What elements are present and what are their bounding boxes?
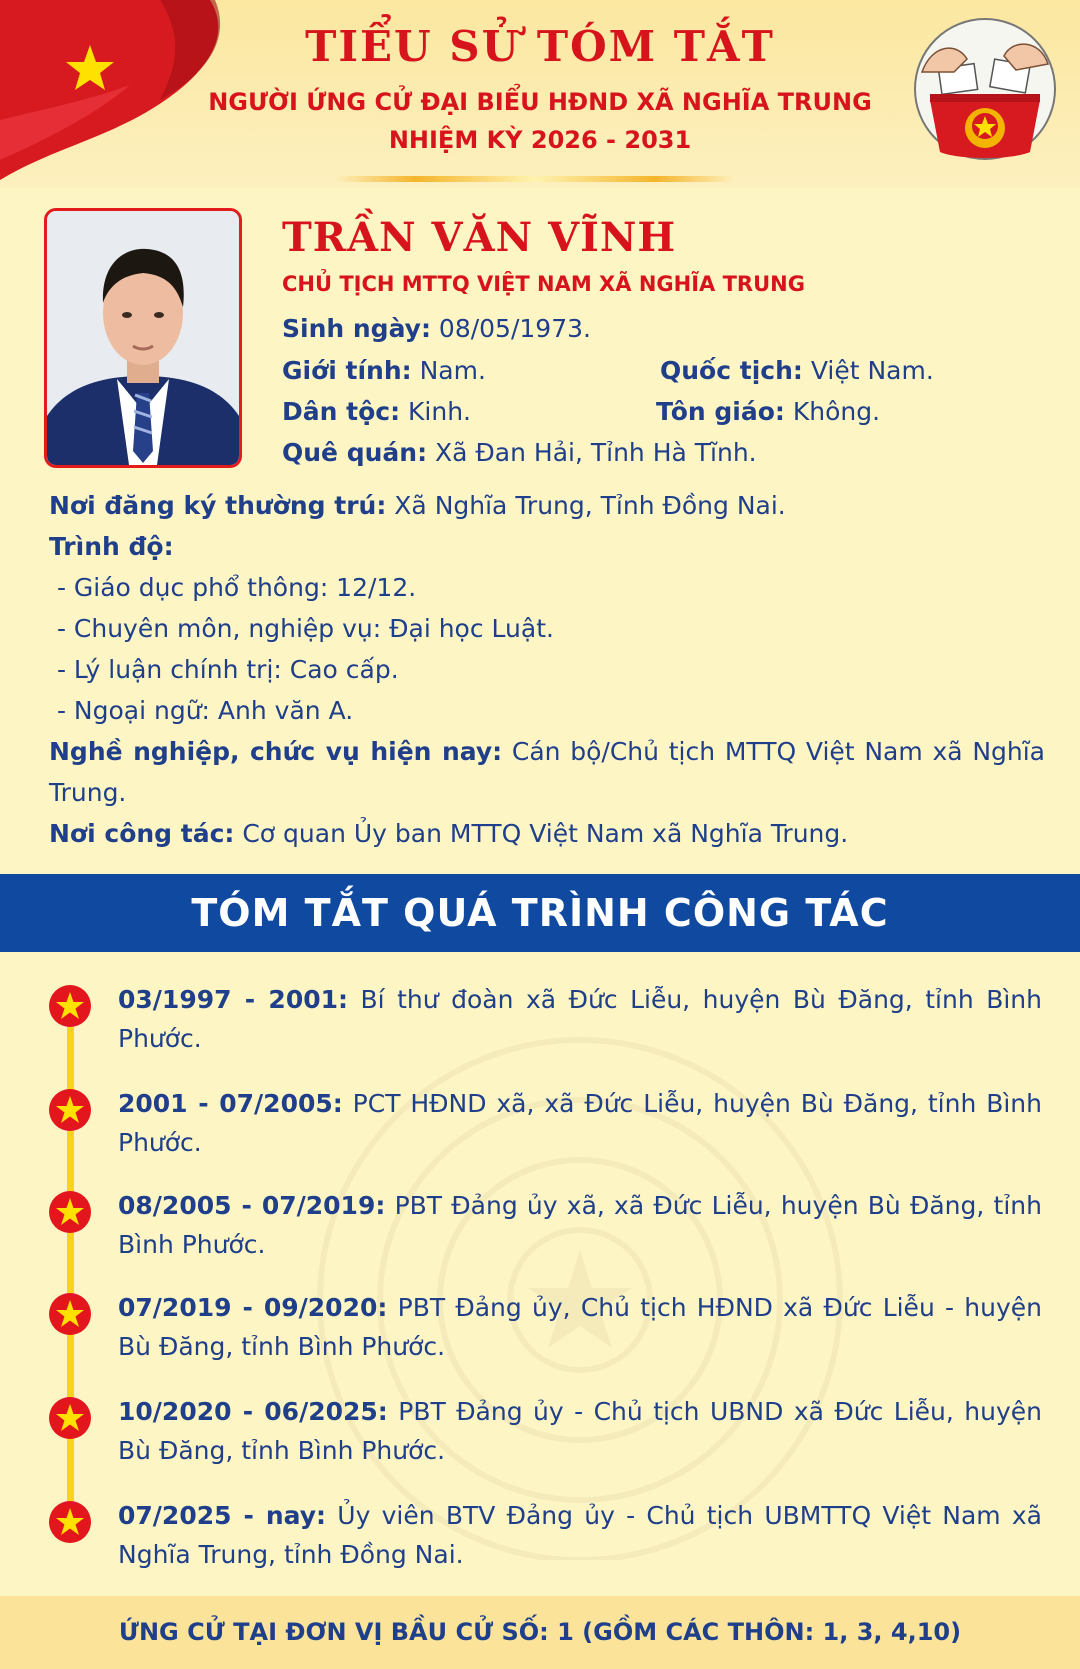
education-item: - Chuyên môn, nghiệp vụ: Đại học Luật. bbox=[49, 614, 554, 643]
timeline-period: 2001 - 07/2005: bbox=[118, 1089, 343, 1118]
birth-label: Sinh ngày: bbox=[282, 314, 431, 343]
workplace-label: Nơi công tác: bbox=[49, 819, 235, 848]
residence-label: Nơi đăng ký thường trú: bbox=[49, 491, 387, 520]
timeline-desc: PCT HĐND xã, xã Đức Liễu, huyện Bù Đăng, tỉnh Bình Phước. bbox=[118, 1089, 1042, 1157]
timeline-period: 07/2019 - 09/2020: bbox=[118, 1293, 388, 1322]
career-section-title: TÓM TẮT QUÁ TRÌNH CÔNG TÁC bbox=[0, 874, 1080, 952]
star-bullet-icon bbox=[48, 1190, 92, 1234]
header-divider bbox=[335, 176, 735, 182]
religion-row bbox=[656, 397, 880, 427]
gender-label: Giới tính: bbox=[282, 356, 412, 385]
residence-value: Xã Nghĩa Trung, Tỉnh Đồng Nai. bbox=[386, 491, 786, 520]
term-subtitle: NHIỆM KỲ 2026 - 2031 bbox=[388, 126, 692, 154]
star-bullet-icon bbox=[48, 1088, 92, 1132]
timeline-period: 07/2025 - nay: bbox=[118, 1501, 327, 1530]
timeline-item bbox=[118, 1392, 1042, 1470]
ethnicity-row bbox=[282, 397, 471, 427]
birth-row bbox=[282, 314, 591, 344]
timeline-desc: PBT Đảng ủy xã, xã Đức Liễu, huyện Bù Đăng, tỉnh Bình Phước. bbox=[118, 1191, 1042, 1259]
electoral-unit-footer: ỨNG CỬ TẠI ĐƠN VỊ BẦU CỬ SỐ: 1 (GỒM CÁC THÔN: 1, 3, 4,10) bbox=[0, 1596, 1080, 1669]
timeline-desc: PBT Đảng ủy - Chủ tịch UBND xã Đức Liễu, huyện Bù Đăng, tỉnh Bình Phước. bbox=[118, 1397, 1042, 1465]
education-item: - Ngoại ngữ: Anh văn A. bbox=[49, 696, 354, 725]
nationality-row bbox=[660, 356, 934, 386]
religion-label: Tôn giáo: bbox=[656, 397, 785, 426]
timeline-item bbox=[118, 1288, 1042, 1366]
timeline-item bbox=[118, 980, 1042, 1058]
star-bullet-icon bbox=[48, 1396, 92, 1440]
hometown-row bbox=[282, 438, 757, 468]
star-bullet-icon bbox=[48, 1500, 92, 1544]
hometown-value: Xã Đan Hải, Tỉnh Hà Tĩnh. bbox=[427, 438, 757, 467]
candidate-photo bbox=[44, 208, 242, 468]
workplace-value: Cơ quan Ủy ban MTTQ Việt Nam xã Nghĩa Trung. bbox=[234, 819, 849, 848]
education-item: - Giáo dục phổ thông: 12/12. bbox=[49, 573, 417, 602]
ethnicity-value: Kinh. bbox=[400, 397, 472, 426]
page-title: TIỂU SỬ TÓM TẮT bbox=[305, 22, 775, 71]
education-label: Trình độ: bbox=[49, 532, 174, 561]
timeline-period: 03/1997 - 2001: bbox=[118, 985, 348, 1014]
portrait-icon bbox=[47, 211, 239, 465]
star-bullet-icon bbox=[48, 1292, 92, 1336]
timeline-line bbox=[67, 1004, 74, 1534]
timeline-period: 08/2005 - 07/2019: bbox=[118, 1191, 386, 1220]
nationality-value: Việt Nam. bbox=[802, 356, 934, 385]
hometown-label: Quê quán: bbox=[282, 438, 428, 467]
education-item: - Lý luận chính trị: Cao cấp. bbox=[49, 655, 399, 684]
star-bullet-icon bbox=[48, 984, 92, 1028]
workplace-row bbox=[49, 813, 1045, 854]
timeline-item bbox=[118, 1084, 1042, 1162]
ethnicity-label: Dân tộc: bbox=[282, 397, 401, 426]
gender-row bbox=[282, 356, 486, 386]
religion-value: Không. bbox=[784, 397, 881, 426]
timeline-period: 10/2020 - 06/2025: bbox=[118, 1397, 388, 1426]
occupation-value: Cán bộ/Chủ tịch MTTQ Việt Nam xã Nghĩa Trung. bbox=[49, 737, 1046, 807]
page-subtitle: NGƯỜI ỨNG CỬ ĐẠI BIỂU HĐND XÃ NGHĨA TRUNG bbox=[208, 88, 872, 116]
timeline-desc: Bí thư đoàn xã Đức Liễu, huyện Bù Đăng, tỉnh Bình Phước. bbox=[118, 985, 1042, 1053]
nationality-label: Quốc tịch: bbox=[660, 356, 803, 385]
timeline-desc: Ủy viên BTV Đảng ủy - Chủ tịch UBMTTQ Việt Nam xã Nghĩa Trung, tỉnh Đồng Nai. bbox=[118, 1501, 1042, 1569]
candidate-name: TRẦN VĂN VĨNH bbox=[282, 214, 677, 261]
timeline-desc: PBT Đảng ủy, Chủ tịch HĐND xã Đức Liễu - huyện Bù Đăng, tỉnh Bình Phước. bbox=[118, 1293, 1042, 1361]
candidate-position: CHỦ TỊCH MTTQ VIỆT NAM XÃ NGHĨA TRUNG bbox=[282, 272, 805, 296]
timeline-item bbox=[118, 1186, 1042, 1264]
ballot-box-emblem-icon bbox=[912, 14, 1058, 164]
gender-value: Nam. bbox=[411, 356, 486, 385]
timeline-item bbox=[118, 1496, 1042, 1574]
occupation-row bbox=[49, 731, 1045, 813]
occupation-label: Nghề nghiệp, chức vụ hiện nay: bbox=[49, 737, 503, 766]
birth-value: 08/05/1973. bbox=[430, 314, 591, 343]
residence-row bbox=[49, 485, 1045, 526]
